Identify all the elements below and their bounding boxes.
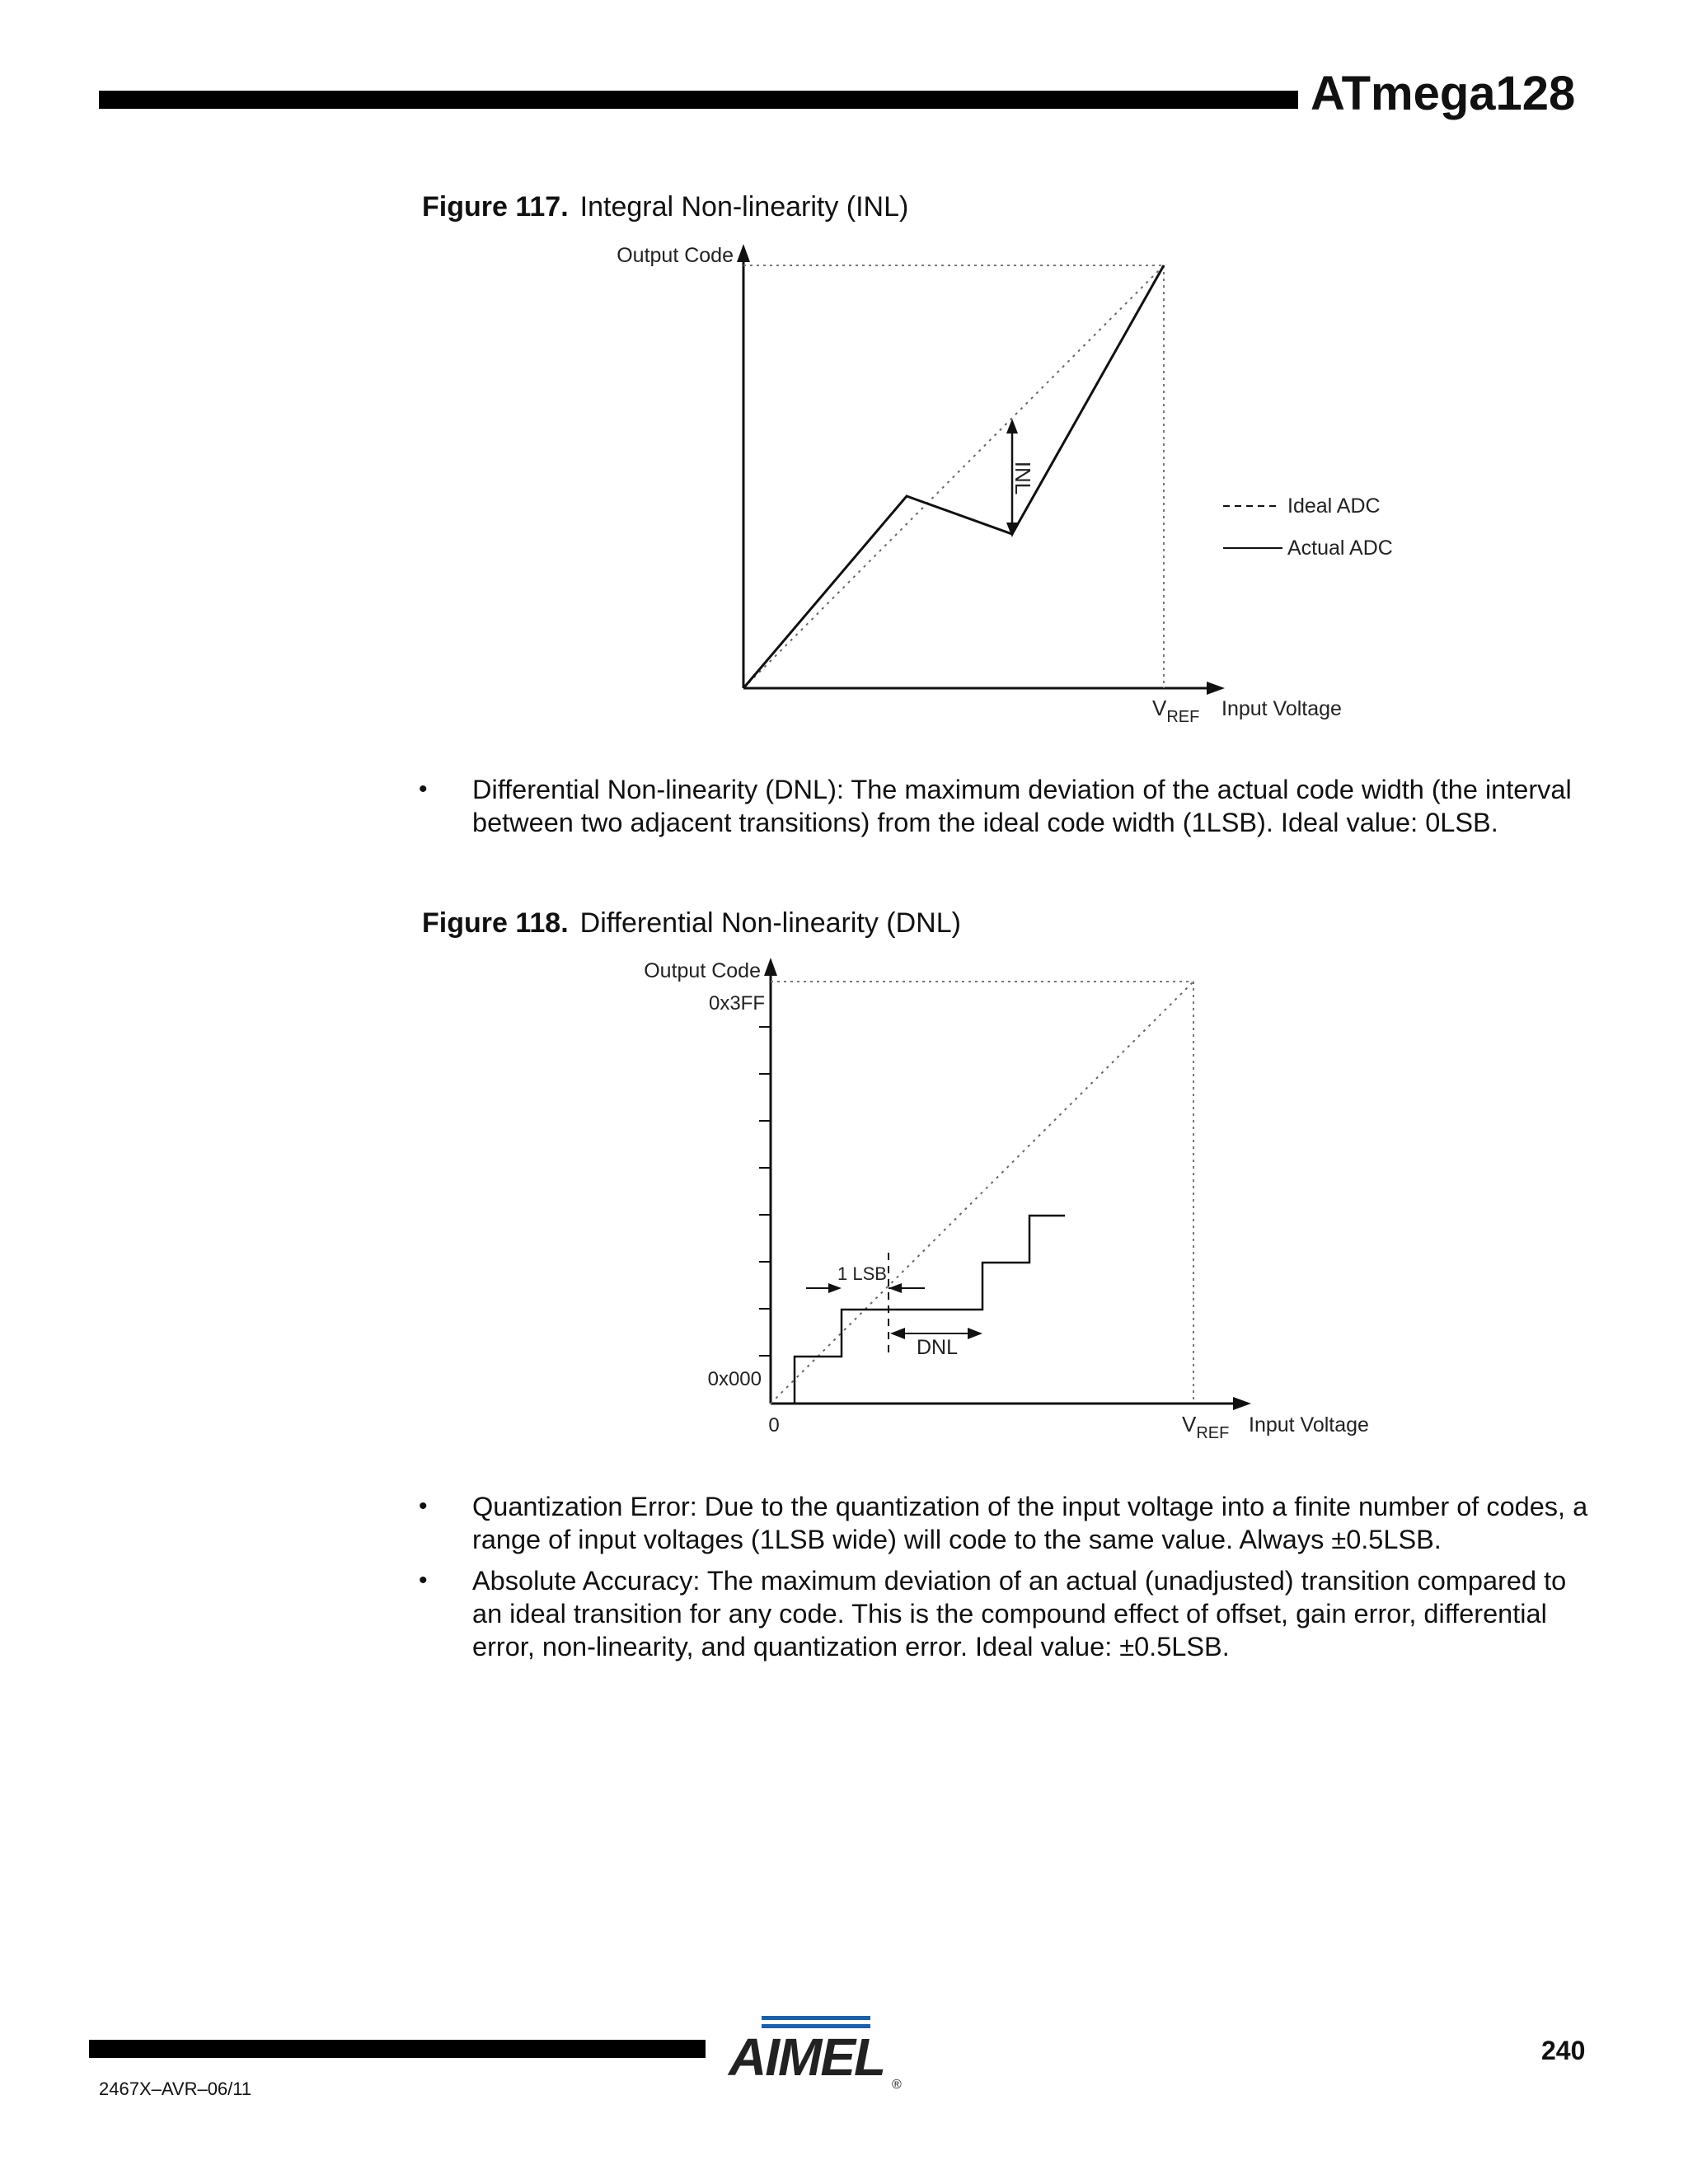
bullet-dot: • (419, 1493, 428, 1520)
fig118-vref-sub: REF (1196, 1424, 1230, 1442)
bullet-absolute-accuracy (419, 1564, 1589, 1663)
bullet-text: Quantization Error: Due to the quantization of the input voltage into a finite number of codes, a range of input voltages (1LSB wide) will code to the same value. Always ±0.5LSB. (472, 1492, 1588, 1554)
fig117-vref-main: V (1152, 696, 1167, 720)
fig118-ideal-line (771, 982, 1193, 1404)
figure-118-label: Figure 118. (422, 907, 569, 939)
fig118-y-max-label: 0x3FF (708, 992, 765, 1015)
fig118-y-min-label: 0x000 (707, 1368, 762, 1390)
document-id: 2467X–AVR–06/11 (99, 2079, 252, 2099)
bullet-text: Differential Non-linearity (DNL): The maximum deviation of the actual code width (the interval between two adjacent transitions) from the ideal code width (1LSB). Ideal value: 0LSB. (472, 775, 1572, 837)
fig118-dnl-arrowhead-left (890, 1328, 905, 1339)
fig118-dnl-arrowhead-right (968, 1328, 982, 1339)
bullet-dot: • (419, 1567, 428, 1594)
page-number: 240 (1541, 2036, 1586, 2065)
fig117-y-arrow (737, 244, 750, 262)
fig118-dnl-label: DNL (917, 1336, 959, 1359)
figure-118-title: Differential Non-linearity (DNL) (579, 907, 961, 939)
fig118-x-origin-label: 0 (768, 1414, 780, 1436)
bullet-dnl (419, 773, 1589, 839)
fig117-x-axis-label: Input Voltage (1221, 697, 1342, 720)
fig118-vref-label (1182, 1412, 1229, 1442)
fig117-inl-arrowhead-up (1006, 419, 1018, 434)
fig117-ideal-line (743, 265, 1164, 688)
atmel-logo (725, 2011, 907, 2093)
figure-117-title: Integral Non-linearity (INL) (579, 191, 909, 223)
footer-rule (89, 2040, 706, 2058)
fig117-vref-label (1152, 696, 1199, 726)
fig117-vref-sub: REF (1166, 708, 1200, 726)
bullet-quantization-error (419, 1490, 1589, 1556)
fig118-lsb-arrowhead-left (828, 1283, 842, 1293)
logo-wordmark: AIMEL (729, 2027, 885, 2087)
fig118-lsb-arrowhead-right (889, 1283, 902, 1293)
fig118-vref-main: V (1182, 1412, 1197, 1436)
fig117-x-arrow (1207, 682, 1225, 695)
bullet-dot: • (419, 776, 428, 803)
fig117-inl-arrowhead-down (1006, 523, 1018, 537)
fig118-actual-staircase (795, 1216, 1065, 1404)
fig118-x-arrow (1233, 1397, 1251, 1410)
fig117-inl-label: INL (1010, 461, 1035, 495)
figure-117-diagram (0, 0, 1688, 742)
fig117-legend-ideal: Ideal ADC (1287, 494, 1381, 518)
fig118-x-axis-label: Input Voltage (1249, 1413, 1369, 1436)
fig118-y-axis-label: Output Code (644, 959, 761, 982)
bullet-text: Absolute Accuracy: The maximum deviation of an actual (unadjusted) transition compared to an ideal transition for any code. This is the compound effect of offset, gain error, differential error, non-linearity, and quantization error. Ideal value: ±0.5LSB. (472, 1566, 1567, 1661)
logo-registered-mark: ® (892, 2078, 902, 2092)
logo-stripe (762, 2016, 870, 2020)
fig117-y-axis-label: Output Code (617, 244, 734, 267)
fig118-lsb-label: 1 LSB (837, 1263, 887, 1284)
page-header-title: ATmega128 (1311, 67, 1576, 120)
figure-118-diagram (0, 931, 1688, 1459)
figure-117-label: Figure 117. (422, 191, 569, 223)
fig117-legend-actual: Actual ADC (1287, 537, 1393, 560)
fig118-y-arrow (764, 958, 777, 976)
